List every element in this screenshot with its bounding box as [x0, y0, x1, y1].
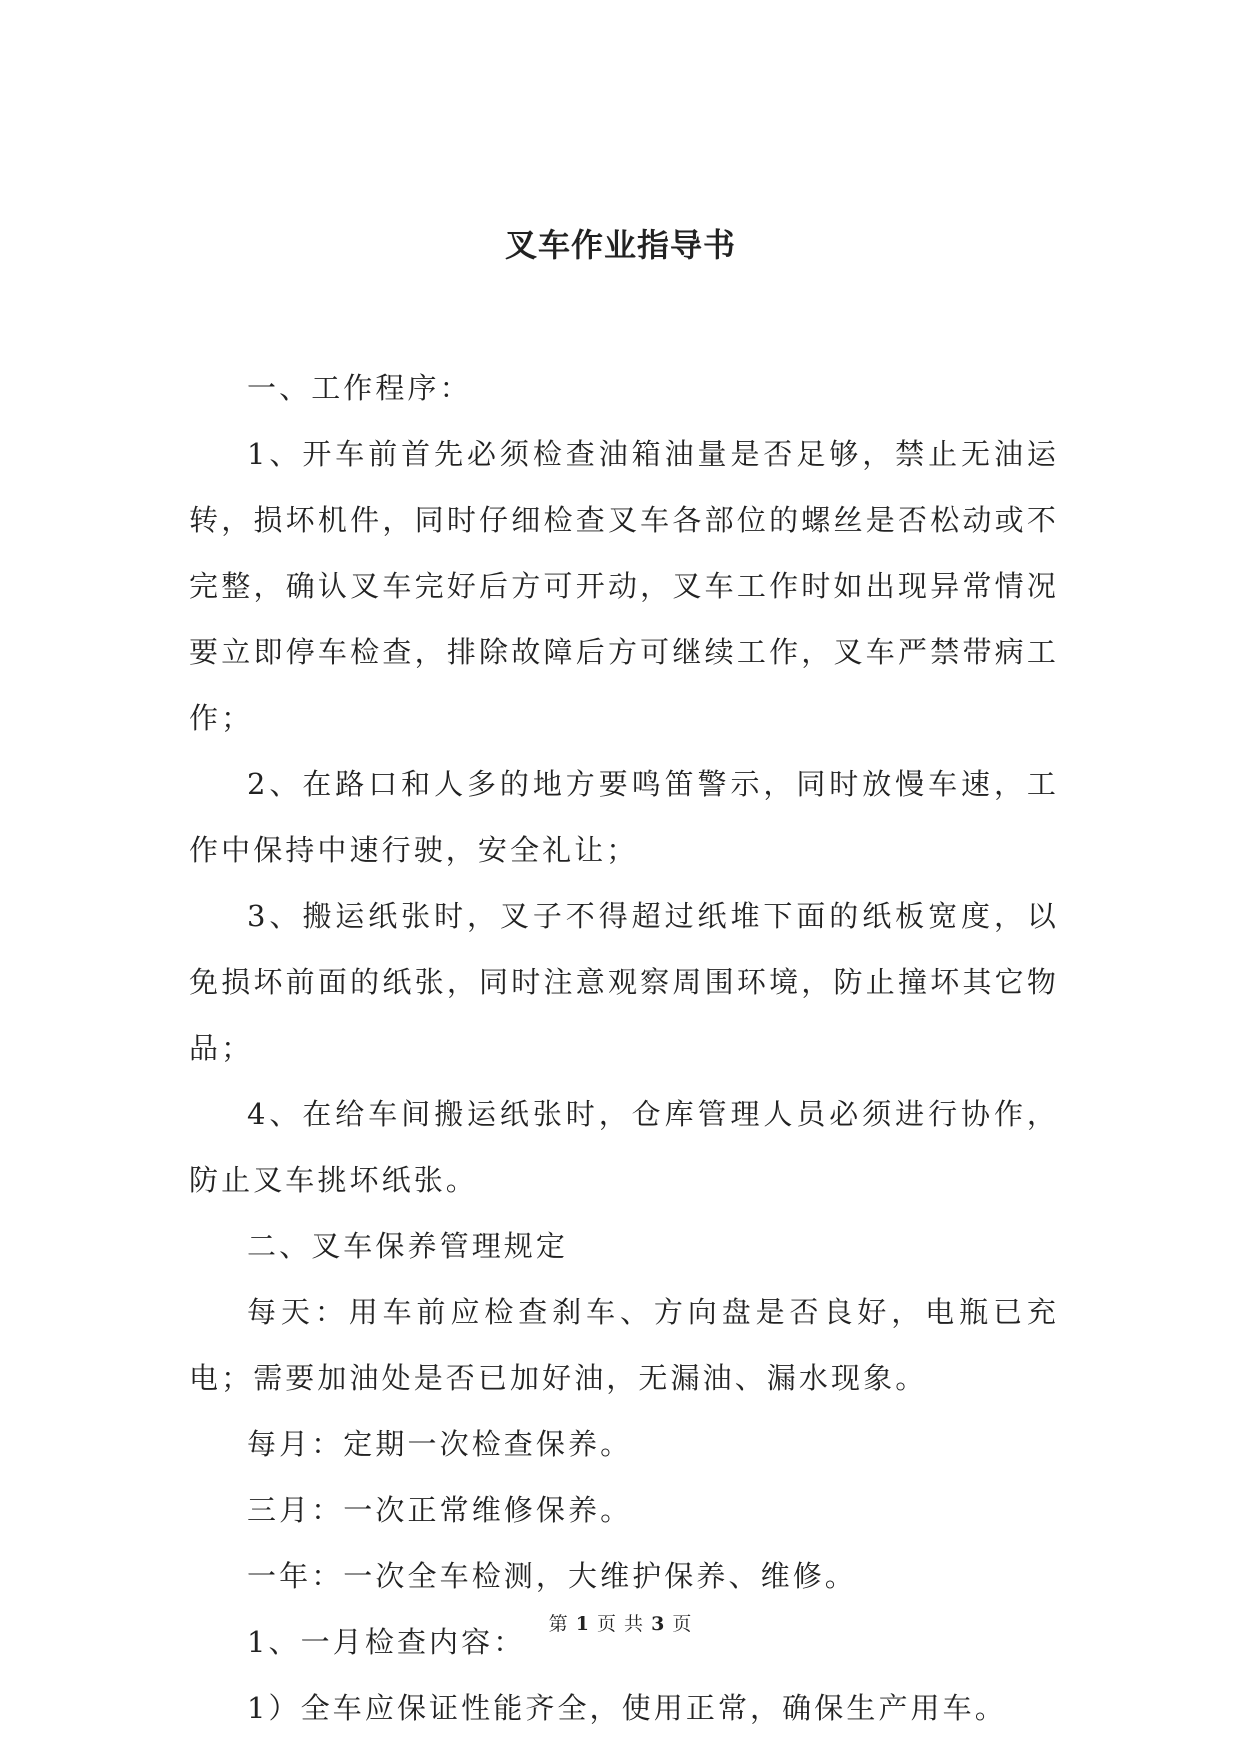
document-title: 叉车作业指导书: [504, 226, 736, 264]
procedure-item-3: 3、搬运纸张时，叉子不得超过纸堆下面的纸板宽度，以免损坏前面的纸张，同时注意观察周围环境，防止撞坏其它物品；: [189, 899, 1059, 1065]
procedure-item-1: 1、开车前首先必须检查油箱油量是否足够，禁止无油运转，损坏机件，同时仔细检查叉车各部位的螺丝是否松动或不完整，确认叉车完好后方可开动，叉车工作时如出现异常情况要立即停车检查，排除故障后方可继续工作，叉车严禁带病工作；: [189, 437, 1059, 735]
monthly-check-item-1: 1）全车应保证性能齐全，使用正常，确保生产用车。: [247, 1691, 1007, 1725]
procedure-item-4: 4、在给车间搬运纸张时，仓库管理人员必须进行协作，防止叉车挑坏纸张。: [189, 1097, 1059, 1197]
maintenance-yearly: 一年：一次全车检测，大维护保养、维修。: [247, 1559, 857, 1593]
total-page-count: 3: [651, 1613, 666, 1635]
document-body: [189, 355, 1059, 1741]
section-heading-procedure: 一、工作程序：: [247, 371, 472, 405]
section-heading-maintenance: 二、叉车保养管理规定: [247, 1229, 569, 1263]
footer-prefix: 第: [548, 1613, 569, 1635]
footer-suffix: 页: [672, 1613, 693, 1635]
maintenance-daily: 每天：用车前应检查刹车、方向盘是否良好，电瓶已充电；需要加油处是否已加好油，无漏油、漏水现象。: [189, 1295, 1059, 1395]
procedure-item-2: 2、在路口和人多的地方要鸣笛警示，同时放慢车速，工作中保持中速行驶，安全礼让；: [189, 767, 1059, 867]
page-footer: [0, 1612, 1241, 1636]
maintenance-monthly: 每月：定期一次检查保养。: [247, 1427, 633, 1461]
footer-middle: 页 共: [596, 1613, 645, 1635]
current-page-number: 1: [575, 1613, 590, 1635]
monthly-check-heading: 1、一月检查内容：: [247, 1625, 526, 1659]
maintenance-quarterly: 三月：一次正常维修保养。: [247, 1493, 633, 1527]
